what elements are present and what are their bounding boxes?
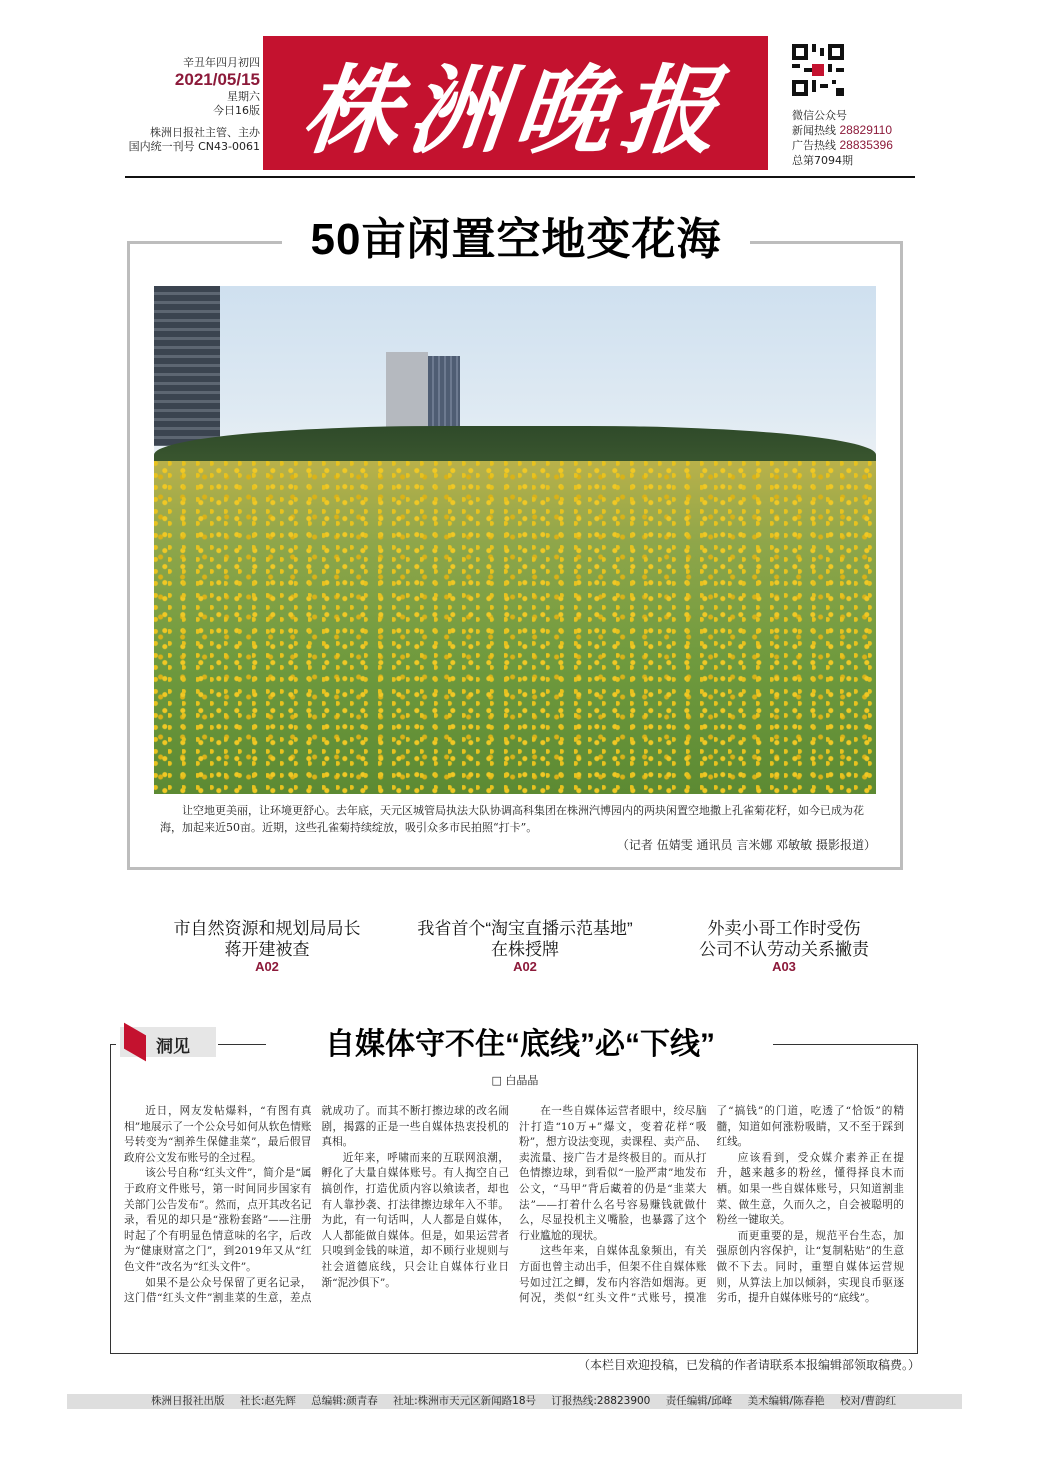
column-rule xyxy=(218,1044,266,1045)
issn: 国内统一刊号 CN43-0061 xyxy=(128,140,260,153)
teaser-item[interactable]: 外卖小哥工作时受伤 公司不认劳动关系撇责 A03 xyxy=(654,918,914,974)
column-author: □ 白晶晶 xyxy=(491,1074,539,1087)
teaser-page: A02 xyxy=(255,959,279,974)
column-title: 自媒体守不住“底线”必“下线” xyxy=(325,1028,715,1061)
column-badge: 洞见 xyxy=(120,1027,216,1057)
flower-field-photo xyxy=(154,286,876,794)
sponsor: 株洲日报社主管、主办 xyxy=(150,126,260,139)
teaser-item[interactable]: 市自然资源和规划局局长 蒋开建被查 A02 xyxy=(137,918,397,974)
teaser-item[interactable]: 我省首个“淘宝直播示范基地” 在株授牌 A02 xyxy=(395,918,655,974)
masthead-meta-right xyxy=(792,108,893,168)
teaser-page: A03 xyxy=(772,959,796,974)
weekday: 星期六 xyxy=(227,90,260,103)
masthead-rule xyxy=(125,176,915,178)
page-count: 今日16版 xyxy=(213,104,260,117)
feature-headline: 50亩闲置空地变花海 xyxy=(310,215,722,264)
masthead-meta-left xyxy=(110,56,260,154)
diamond-icon xyxy=(124,1023,146,1062)
building-left xyxy=(154,286,220,446)
lunar-date: 辛丑年四月初四 xyxy=(183,56,260,69)
teaser-page: A02 xyxy=(513,959,537,974)
column-note: （本栏目欢迎投稿，已发稿的作者请联系本报编辑部领取稿费。） xyxy=(577,1358,920,1372)
issue-number: 总第7094期 xyxy=(792,154,853,167)
qr-label: 微信公众号 xyxy=(792,109,847,122)
footer-bar: 株洲日报社出版 社长:赵先辉 总编辑:颜青春 社址:株洲市天元区新闻路18号 订报热线:28823900 责任编辑/邱峰 美术编辑/陈春艳 校对/曹韵红 xyxy=(67,1394,962,1409)
qr-code-icon[interactable] xyxy=(792,44,844,96)
column-body: 近日，网友发帖爆料，“有图有真相”地展示了一个公众号如何从软色情账号转变为“割养生保健韭菜”，最后假冒政府公文发布账号的全过程。 该公号自称“红头文件”，简介是“属于政府文件账号，第一时间同步国家有关部门公告发布”。然而，点开其改名记录，看见的却只是“涨粉套路”——注册时起了个有明显色情意味的名字，后改为“健康财富之门”，到2019年又从“红色文件”改名为“红头文件”。 如果不是公众号保留了更名记录，这门借“红头文件”割韭菜的生意，差点就成功了。而其不断打擦边球的改名闹剧，揭露的正是一些自媒体热衷投机的真相。 近年来，呼啸而来的互联网浪潮，孵化了大量自媒体账号。有人掏空自己搞创作，打造优质内容以飨读者，却也有人靠抄袭、打法律擦边球年入不菲。为此，有一句话叫，人人都是自媒体，人人都能做自媒体。但是，如果运营者只嗅到金钱的味道，却不顾行业规则与社会道德底线，只会让自媒体行业日渐“泥沙俱下”。 在一些自媒体运营者眼中，绞尽脑汁打造“10万+”爆文，变着花样“吸粉”，想方设法变现，卖课程、卖产品、卖流量、接广告才是终极目的。而从打色情擦边球，到看似“一脸严肃”地发布公文，“马甲”背后藏着的仍是“韭菜大法”——打着什么名号容易赚钱就做什么，尽显投机主义嘴脸，也暴露了这个行业尴尬的现状。 这些年来，自媒体乱象频出，有关方面也曾主动出手，但架不住自媒体账号如过江之鲫，发布内容浩如烟海。更何况，类似“红头文件”式账号，摸准了“搞钱”的门道，吃透了“恰饭”的精髓，知道如何涨粉吸睛，又不至于踩到红线。 应该看到，受众媒介素养正在提升，越来越多的粉丝，懂得择良木而栖。如果一些自媒体账号，只知道割韭菜、做生意，久而久之，自会被聪明的粉丝一键取关。 而更重要的是，规范平台生态，加强原创内容保护，让“复制粘贴”的生意做不下去。同时，重塑自媒体运营规则，从算法上加以倾斜，实现良币驱逐劣币，提升自媒体账号的“底线”。 xyxy=(124,1105,904,1305)
newspaper-logo xyxy=(263,36,768,170)
column-rule xyxy=(773,1044,918,1045)
photo-credit: （记者 伍婧雯 通讯员 言米娜 邓敏敏 摄影报道） xyxy=(616,838,876,852)
ad-hotline: 广告热线 28835396 xyxy=(792,138,893,152)
logo-text: 株洲晚报 xyxy=(296,53,733,167)
news-hotline: 新闻热线 28829110 xyxy=(792,123,892,137)
issue-date: 2021/05/15 xyxy=(174,70,260,89)
column-rule xyxy=(110,1044,116,1045)
flower-field xyxy=(154,461,876,794)
photo-caption: 让空地更美丽，让环境更舒心。去年底，天元区城管局执法大队协调高科集团在株洲汽博园内的两块闲置空地撒上孔雀菊花籽，如今已成为花海，加起来近50亩。近期，这些孔雀菊持续绽放，吸引众多市民拍照“打卡”。 xyxy=(160,804,864,834)
